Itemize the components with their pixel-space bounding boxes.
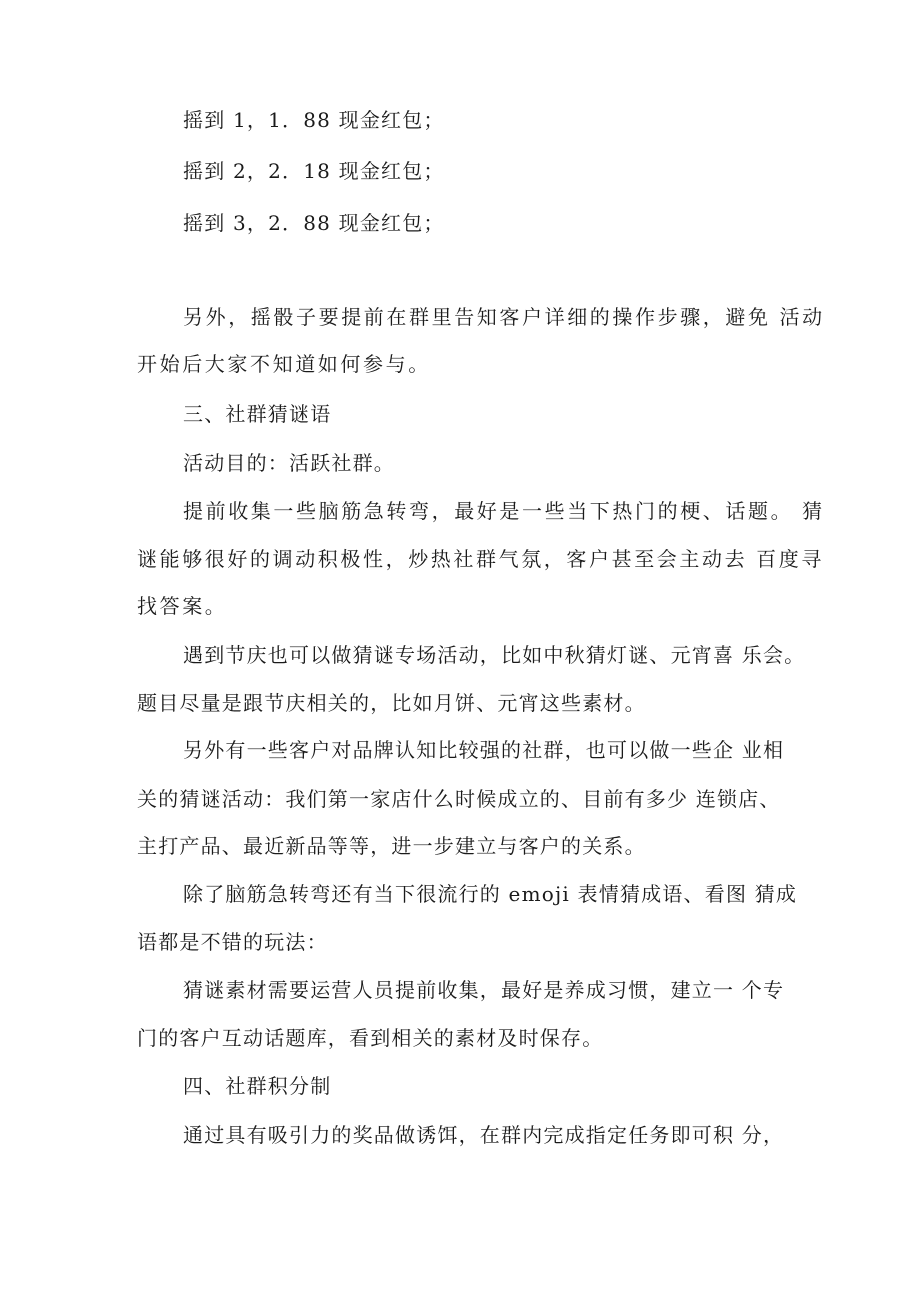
note-paragraph-line-2: 开始后大家不知道如何参与。	[137, 352, 431, 376]
s3-paragraph-1-line-3: 找答案。	[137, 594, 228, 618]
s3-paragraph-5-line-2: 门的客户互动话题库，看到相关的素材及时保存。	[137, 1026, 604, 1050]
prize-line-1: 摇到 1，1．88 现金红包；	[183, 108, 445, 132]
section-4-heading: 四、社群积分制	[183, 1074, 332, 1098]
prize-line-2: 摇到 2，2．18 现金红包；	[183, 159, 445, 183]
s3-paragraph-3-line-2: 关的猜谜活动：我们第一家店什么时候成立的、目前有多少 连锁店、	[137, 787, 781, 811]
note-paragraph-line-1: 另外，摇骰子要提前在群里告知客户详细的操作步骤，避免 活动	[183, 305, 825, 329]
section-3-goal: 活动目的：活跃社群。	[183, 451, 395, 475]
s3-paragraph-1-line-2: 谜能够很好的调动积极性，炒热社群气氛，客户甚至会主动去 百度寻	[137, 547, 824, 571]
s3-paragraph-3-line-3: 主打产品、最近新品等等，进一步建立与客户的关系。	[137, 834, 646, 858]
s3-paragraph-4-line-2: 语都是不错的玩法：	[137, 930, 328, 954]
section-3-heading: 三、社群猜谜语	[183, 402, 332, 426]
prize-line-3: 摇到 3，2．88 现金红包；	[183, 211, 445, 235]
s4-paragraph-1-line-1: 通过具有吸引力的奖品做诱饵，在群内完成指定任务即可积 分，	[183, 1123, 785, 1147]
s3-paragraph-4-line-1: 除了脑筋急转弯还有当下很流行的 emoji 表情猜成语、看图 猜成	[183, 882, 798, 906]
s3-paragraph-3-line-1: 另外有一些客户对品牌认知比较强的社群，也可以做一些企 业相	[183, 738, 785, 762]
s3-paragraph-2-line-2: 题目尽量是跟节庆相关的，比如月饼、元宵这些素材。	[137, 691, 646, 715]
s3-paragraph-5-line-1: 猜谜素材需要运营人员提前收集，最好是养成习惯，建立一 个专	[183, 978, 785, 1002]
s3-paragraph-2-line-1: 遇到节庆也可以做猜谜专场活动，比如中秋猜灯谜、元宵喜 乐会。	[183, 643, 806, 667]
s3-paragraph-1-line-1: 提前收集一些脑筋急转弯，最好是一些当下热门的梗、话题。 猜	[183, 499, 825, 523]
